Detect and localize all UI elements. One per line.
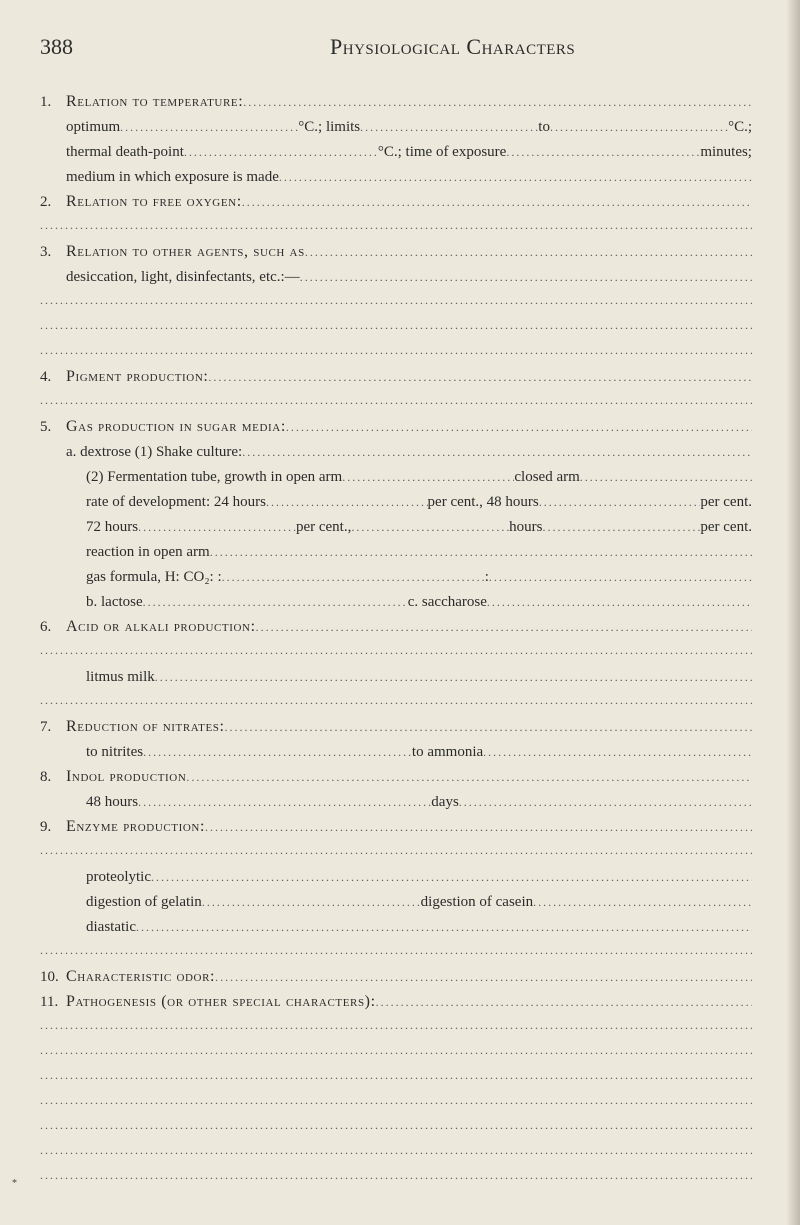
- litmus-milk-line: litmus milk .....: [86, 668, 752, 686]
- limits-high-field[interactable]: [550, 118, 728, 136]
- diastatic-line: diastatic .....: [86, 918, 752, 936]
- fill-line[interactable]: [208, 368, 752, 386]
- litmus-milk-field[interactable]: [155, 668, 752, 686]
- hours-field[interactable]: [351, 518, 509, 536]
- blank-line[interactable]: [40, 393, 752, 411]
- rate-72h-field[interactable]: [138, 518, 296, 536]
- gelatin-field[interactable]: [202, 893, 421, 911]
- blank-line[interactable]: [40, 318, 752, 336]
- optimum-line: optimum ..... °C.; limits ..... to ..... °C.;: [66, 118, 752, 136]
- section-title: Relation to temperature:: [66, 93, 244, 110]
- blank-line[interactable]: [40, 1093, 752, 1111]
- section-6-heading: 6. Acid or alkali production: .....: [40, 618, 752, 636]
- rate-development-line: rate of development: 24 hours ..... per cent., 48 hours ..... per cent.: [86, 493, 752, 511]
- indol-days-field[interactable]: [459, 793, 752, 811]
- section-title: Relation to free oxygen:: [66, 193, 242, 210]
- fill-line[interactable]: [186, 768, 752, 786]
- blank-line[interactable]: [40, 1043, 752, 1061]
- agents-field[interactable]: [300, 268, 752, 286]
- closed-arm-field[interactable]: [580, 468, 752, 486]
- desiccation-line: desiccation, light, disinfectants, etc.:— .....: [66, 268, 752, 286]
- fill-line[interactable]: [243, 93, 752, 111]
- section-title: Relation to other agents, such as: [66, 243, 305, 260]
- rate-72h-line: 72 hours ..... per cent., ..... hours ..... per cent.: [86, 518, 752, 536]
- fermentation-tube-line: (2) Fermentation tube, growth in open arm ..... closed arm .....: [86, 468, 752, 486]
- lactose-field[interactable]: [143, 593, 408, 611]
- section-10-heading: 10. Characteristic odor: .....: [40, 968, 752, 986]
- thermal-death-line: thermal death-point ..... °C.; time of exposure ..... minutes;: [66, 143, 752, 161]
- blank-line[interactable]: [40, 643, 752, 661]
- saccharose-field[interactable]: [487, 593, 752, 611]
- fill-line[interactable]: [215, 968, 752, 986]
- fill-line[interactable]: [256, 618, 752, 636]
- digestion-line: digestion of gelatin ..... digestion of casein .....: [86, 893, 752, 911]
- fill-line[interactable]: [242, 193, 752, 211]
- section-3-heading: 3. Relation to other agents, such as .....: [40, 243, 752, 261]
- section-title: Acid or alkali production:: [66, 618, 256, 635]
- fill-line[interactable]: [225, 718, 752, 736]
- fill-line[interactable]: [305, 243, 752, 261]
- rate-48h-field[interactable]: [539, 493, 701, 511]
- section-2-heading: 2. Relation to free oxygen: .....: [40, 193, 752, 211]
- section-title: Reduction of nitrates:: [66, 718, 225, 735]
- section-5-heading: 5. Gas production in sugar media: .....: [40, 418, 752, 436]
- indol-hours-line: 48 hours ..... days .....: [86, 793, 752, 811]
- fill-line[interactable]: [286, 418, 752, 436]
- section-8-heading: 8. Indol production .....: [40, 768, 752, 786]
- diastatic-field[interactable]: [136, 918, 752, 936]
- section-title: Enzyme production:: [66, 818, 206, 835]
- blank-line[interactable]: [40, 693, 752, 711]
- blank-line[interactable]: [40, 343, 752, 361]
- margin-mark: *: [12, 1178, 17, 1189]
- section-title: Gas production in sugar media:: [66, 418, 286, 435]
- ammonia-field[interactable]: [483, 743, 752, 761]
- limits-low-field[interactable]: [360, 118, 538, 136]
- blank-line[interactable]: [40, 943, 752, 961]
- open-arm-field[interactable]: [342, 468, 514, 486]
- section-title: Characteristic odor:: [66, 968, 216, 985]
- medium-line: medium in which exposure is made .....: [66, 168, 752, 186]
- blank-line[interactable]: [40, 843, 752, 861]
- page-header: [0, 34, 800, 74]
- section-9-heading: 9. Enzyme production: .....: [40, 818, 752, 836]
- dextrose-shake-line: a. dextrose (1) Shake culture: .....: [66, 443, 752, 461]
- blank-line[interactable]: [40, 1018, 752, 1036]
- lactose-saccharose-line: b. lactose ..... c. saccharose .....: [86, 593, 752, 611]
- section-title: Pigment production:: [66, 368, 209, 385]
- section-4-heading: 4. Pigment production: .....: [40, 368, 752, 386]
- gas-ratio-field-2[interactable]: [489, 568, 752, 586]
- fill-line[interactable]: [205, 818, 752, 836]
- section-title: Pathogenesis (or other special characters):: [66, 993, 376, 1010]
- section-7-heading: 7. Reduction of nitrates: .....: [40, 718, 752, 736]
- shake-culture-field[interactable]: [242, 443, 752, 461]
- rate-24h-field[interactable]: [266, 493, 428, 511]
- blank-line[interactable]: [40, 1068, 752, 1086]
- nitrites-line: to nitrites ..... to ammonia .....: [86, 743, 752, 761]
- indol-48h-field[interactable]: [138, 793, 431, 811]
- proteolytic-field[interactable]: [151, 868, 752, 886]
- thermal-death-field[interactable]: [184, 143, 378, 161]
- page-edge-shadow: [786, 0, 800, 1225]
- reaction-line: reaction in open arm .....: [86, 543, 752, 561]
- casein-field[interactable]: [533, 893, 752, 911]
- fill-line[interactable]: [376, 993, 752, 1011]
- blank-line[interactable]: [40, 1168, 752, 1186]
- blank-line[interactable]: [40, 1118, 752, 1136]
- proteolytic-line: proteolytic .....: [86, 868, 752, 886]
- nitrites-field[interactable]: [143, 743, 412, 761]
- blank-line[interactable]: [40, 1143, 752, 1161]
- blank-line[interactable]: [40, 293, 752, 311]
- gas-formula-line: gas formula, H: CO₂: : ..... : .....: [86, 568, 752, 586]
- section-1-heading: 1. Relation to temperature: .....: [40, 93, 752, 111]
- rate-extra-field[interactable]: [543, 518, 701, 536]
- running-title: Physiological Characters: [330, 34, 576, 59]
- reaction-field[interactable]: [210, 543, 752, 561]
- optimum-field[interactable]: [120, 118, 298, 136]
- section-11-heading: 11. Pathogenesis (or other special characters): .....: [40, 993, 752, 1011]
- page-number: 388: [40, 34, 73, 59]
- gas-ratio-field[interactable]: [222, 568, 485, 586]
- section-title: Indol production: [66, 768, 187, 785]
- blank-line[interactable]: [40, 218, 752, 236]
- exposure-time-field[interactable]: [506, 143, 700, 161]
- medium-field[interactable]: [279, 168, 752, 186]
